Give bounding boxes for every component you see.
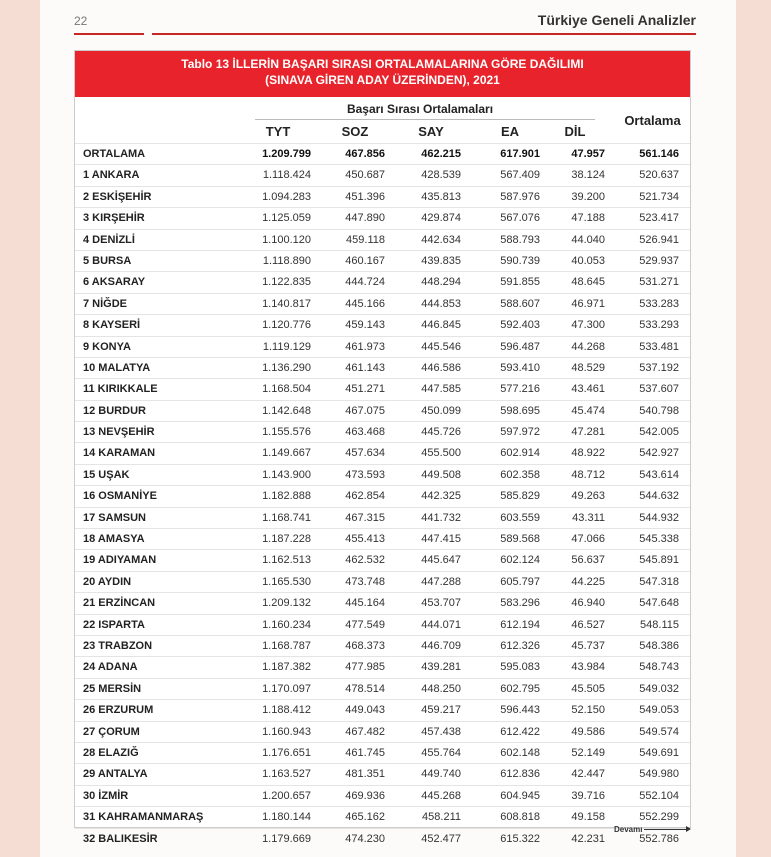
cell-ortalama: 548.115 (640, 618, 679, 631)
table-row (75, 164, 690, 185)
cell-ortalama: 561.146 (639, 148, 679, 160)
row-label: 30 İZMİR (83, 789, 129, 802)
cell-say: 462.215 (421, 148, 461, 160)
cell-tyt: 1.120.776 (262, 319, 311, 332)
table-row (75, 357, 690, 378)
cell-ea: 612.836 (500, 768, 540, 781)
cell-tyt: 1.149.667 (262, 447, 311, 460)
cell-say: 449.508 (421, 468, 461, 481)
cell-ea: 603.559 (500, 511, 540, 524)
table-row (75, 614, 690, 635)
cell-ortalama: 549.691 (639, 746, 679, 759)
cell-dil: 49.586 (571, 725, 605, 738)
cell-tyt: 1.163.527 (262, 768, 311, 781)
row-label: 31 KAHRAMANMARAŞ (83, 811, 204, 824)
cell-ortalama: 552.299 (639, 811, 679, 824)
cell-tyt: 1.168.787 (262, 639, 311, 652)
cell-dil: 47.188 (571, 212, 605, 225)
cell-say: 445.726 (421, 426, 461, 439)
cell-say: 447.288 (421, 575, 461, 588)
group-header-rule (255, 119, 595, 120)
cell-ortalama: 548.743 (639, 661, 679, 674)
row-label: 6 AKSARAY (83, 276, 146, 289)
cell-ea: 602.358 (500, 468, 540, 481)
row-label: 27 ÇORUM (83, 725, 140, 738)
cell-say: 459.217 (421, 704, 461, 717)
cell-dil: 46.940 (571, 597, 605, 610)
cell-ortalama: 549.032 (639, 682, 679, 695)
row-label: 17 SAMSUN (83, 511, 146, 524)
cell-dil: 52.150 (571, 704, 605, 717)
cell-ortalama: 552.104 (639, 789, 679, 802)
group-header-label: Başarı Sırası Ortalamaları (346, 102, 494, 116)
cell-ea: 595.083 (500, 661, 540, 674)
cell-ea: 585.829 (500, 490, 540, 503)
cell-soz: 463.468 (345, 426, 385, 439)
cell-tyt: 1.188.412 (262, 704, 311, 717)
cell-soz: 473.748 (345, 575, 385, 588)
cell-tyt: 1.179.669 (262, 832, 311, 845)
table-row (75, 528, 690, 549)
row-label: 9 KONYA (83, 340, 131, 353)
cell-soz: 467.482 (345, 725, 385, 738)
cell-soz: 462.854 (345, 490, 385, 503)
cell-ortalama: 523.417 (639, 212, 679, 225)
table-row (75, 442, 690, 463)
cell-dil: 44.040 (571, 233, 605, 246)
row-label: 21 ERZİNCAN (83, 597, 156, 610)
row-label: 32 BALIKESİR (83, 832, 158, 845)
cell-ea: 604.945 (500, 789, 540, 802)
cell-ea: 593.410 (500, 361, 540, 374)
cell-dil: 39.716 (571, 789, 605, 802)
table-row (75, 293, 690, 314)
cell-say: 441.732 (421, 511, 461, 524)
cell-say: 446.845 (421, 319, 461, 332)
table-row (75, 742, 690, 763)
table-row (75, 763, 690, 784)
cell-soz: 462.532 (345, 554, 385, 567)
cell-ortalama: 533.283 (639, 297, 679, 310)
cell-ea: 588.793 (500, 233, 540, 246)
row-label: 22 ISPARTA (83, 618, 145, 631)
cell-ea: 597.972 (500, 426, 540, 439)
column-header-say: SAY (418, 124, 444, 139)
cell-tyt: 1.118.424 (262, 169, 311, 182)
cell-dil: 47.300 (571, 319, 605, 332)
cell-tyt: 1.118.890 (262, 254, 311, 267)
cell-soz: 450.687 (345, 169, 385, 182)
table-body (75, 143, 690, 849)
cell-ea: 602.914 (500, 447, 540, 460)
cell-tyt: 1.136.290 (262, 361, 311, 374)
cell-tyt: 1.187.382 (262, 661, 311, 674)
cell-soz: 451.396 (345, 190, 385, 203)
header-rule (152, 33, 696, 35)
cell-dil: 49.158 (571, 811, 605, 824)
cell-ea: 588.607 (500, 297, 540, 310)
cell-say: 455.764 (421, 746, 461, 759)
cell-say: 448.294 (421, 276, 461, 289)
cell-say: 439.835 (421, 254, 461, 267)
cell-say: 442.634 (421, 233, 461, 246)
cell-dil: 45.474 (571, 404, 605, 417)
row-label: 5 BURSA (83, 254, 132, 267)
cell-ea: 589.568 (500, 533, 540, 546)
cell-say: 453.707 (421, 597, 461, 610)
row-label: 12 BURDUR (83, 404, 146, 417)
cell-soz: 477.549 (345, 618, 385, 631)
cell-dil: 43.311 (572, 511, 605, 524)
table-row (75, 421, 690, 442)
cell-soz: 445.166 (345, 297, 385, 310)
cell-tyt: 1.182.888 (262, 490, 311, 503)
table-row (75, 592, 690, 613)
column-header-tyt: TYT (265, 124, 291, 139)
cell-dil: 47.957 (571, 148, 605, 160)
cell-ea: 602.795 (500, 682, 540, 695)
cell-ea: 602.124 (500, 554, 540, 567)
cell-ortalama: 543.614 (639, 468, 679, 481)
cell-dil: 48.712 (571, 468, 605, 481)
table-row (75, 378, 690, 399)
table-row (75, 571, 690, 592)
cell-soz: 459.143 (345, 319, 385, 332)
row-label: 2 ESKİŞEHİR (83, 190, 152, 203)
cell-say: 444.853 (421, 297, 461, 310)
cell-say: 445.546 (421, 340, 461, 353)
average-row (75, 143, 690, 164)
cell-tyt: 1.200.657 (262, 789, 311, 802)
cell-soz: 481.351 (345, 768, 385, 781)
table-row (75, 678, 690, 699)
header-rule (74, 33, 144, 35)
cell-dil: 48.529 (571, 361, 605, 374)
cell-soz: 467.075 (345, 404, 385, 417)
table-row (75, 250, 690, 271)
row-label: 15 UŞAK (83, 468, 130, 481)
cell-ortalama: 537.607 (639, 383, 679, 396)
cell-soz: 467.315 (345, 511, 385, 524)
cell-ortalama: 537.192 (639, 361, 679, 374)
cell-tyt: 1.162.513 (262, 554, 311, 567)
cell-tyt: 1.100.120 (262, 233, 311, 246)
cell-ea: 591.855 (500, 276, 540, 289)
table-row (75, 186, 690, 207)
table-row (75, 549, 690, 570)
table-row (75, 699, 690, 720)
table-row (75, 271, 690, 292)
cell-ortalama: 552.786 (639, 832, 679, 845)
cell-ortalama: 549.053 (639, 704, 679, 717)
cell-tyt: 1.168.741 (262, 511, 311, 524)
cell-soz: 478.514 (345, 682, 385, 695)
cell-ea: 612.194 (500, 618, 540, 631)
cell-say: 435.813 (421, 190, 461, 203)
row-label: 18 AMASYA (83, 533, 145, 546)
cell-dil: 44.268 (571, 340, 605, 353)
cell-dil: 39.200 (571, 190, 605, 203)
cell-dil: 42.231 (571, 832, 605, 845)
table-row (75, 464, 690, 485)
cell-tyt: 1.209.799 (262, 148, 311, 160)
cell-dil: 47.066 (571, 533, 605, 546)
cell-dil: 46.971 (571, 297, 605, 310)
cell-ortalama: 548.386 (639, 639, 679, 652)
table-row (75, 507, 690, 528)
cell-tyt: 1.122.835 (262, 276, 311, 289)
cell-say: 450.099 (421, 404, 461, 417)
cell-ea: 612.422 (500, 725, 540, 738)
cell-ea: 583.296 (500, 597, 540, 610)
cell-say: 428.539 (421, 169, 461, 182)
row-label: 14 KARAMAN (83, 447, 156, 460)
row-label: 8 KAYSERİ (83, 319, 141, 332)
cell-ortalama: 533.293 (639, 319, 679, 332)
cell-soz: 457.634 (345, 447, 385, 460)
cell-say: 439.281 (421, 661, 461, 674)
cell-say: 455.500 (421, 447, 461, 460)
cell-tyt: 1.160.943 (262, 725, 311, 738)
cell-dil: 48.645 (571, 276, 605, 289)
cell-tyt: 1.119.129 (262, 340, 311, 353)
cell-dil: 47.281 (571, 426, 605, 439)
cell-dil: 48.922 (571, 447, 605, 460)
cell-ortalama: 544.932 (639, 511, 679, 524)
cell-say: 448.250 (421, 682, 461, 695)
cell-soz: 447.890 (345, 212, 385, 225)
cell-ea: 590.739 (500, 254, 540, 267)
cell-ea: 605.797 (500, 575, 540, 588)
cell-say: 444.071 (421, 618, 461, 631)
row-label: 11 KIRIKKALE (83, 383, 158, 396)
cell-tyt: 1.170.097 (262, 682, 311, 695)
table-row (75, 207, 690, 228)
row-label: 7 NİĞDE (83, 297, 128, 310)
cell-tyt: 1.176.651 (262, 746, 311, 759)
cell-soz: 467.856 (345, 148, 385, 160)
cell-dil: 38.124 (571, 169, 605, 182)
cell-ea: 612.326 (500, 639, 540, 652)
cell-say: 445.647 (421, 554, 461, 567)
row-label: 28 ELAZIĞ (83, 746, 139, 759)
cell-dil: 43.461 (571, 383, 605, 396)
cell-ortalama: 533.481 (639, 340, 679, 353)
cell-say: 458.211 (422, 811, 461, 824)
cell-dil: 40.053 (571, 254, 605, 267)
column-header-dil: DİL (564, 124, 586, 139)
page-number: 22 (74, 14, 88, 28)
cell-dil: 56.637 (571, 554, 605, 567)
cell-ortalama: 545.338 (639, 533, 679, 546)
cell-soz: 473.593 (345, 468, 385, 481)
cell-dil: 46.527 (571, 618, 605, 631)
cell-ortalama: 547.318 (639, 575, 679, 588)
cell-say: 446.586 (421, 361, 461, 374)
row-label: ORTALAMA (83, 148, 146, 160)
cell-dil: 45.505 (571, 682, 605, 695)
section-title: Türkiye Geneli Analizler (537, 12, 696, 28)
table-row (75, 721, 690, 742)
cell-tyt: 1.209.132 (262, 597, 311, 610)
cell-ortalama: 526.941 (639, 233, 679, 246)
cell-ea: 598.695 (500, 404, 540, 417)
cell-ortalama: 542.005 (639, 426, 679, 439)
cell-ea: 596.487 (500, 340, 540, 353)
cell-tyt: 1.180.144 (262, 811, 311, 824)
table-row (75, 828, 690, 849)
cell-tyt: 1.142.648 (262, 404, 311, 417)
cell-ea: 602.148 (500, 746, 540, 759)
cell-dil: 42.447 (571, 768, 605, 781)
row-label: 16 OSMANİYE (83, 490, 157, 503)
cell-tyt: 1.143.900 (262, 468, 311, 481)
cell-say: 446.709 (421, 639, 461, 652)
cell-dil: 45.737 (571, 639, 605, 652)
cell-tyt: 1.168.504 (262, 383, 311, 396)
table-row (75, 229, 690, 250)
table-row (75, 485, 690, 506)
cell-ea: 577.216 (500, 383, 540, 396)
row-label: 20 AYDIN (83, 575, 132, 588)
cell-dil: 49.263 (571, 490, 605, 503)
row-label: 10 MALATYA (83, 361, 151, 374)
cell-ortalama: 520.637 (639, 169, 679, 182)
cell-soz: 449.043 (345, 704, 385, 717)
cell-soz: 461.745 (345, 746, 385, 759)
group-header (75, 97, 690, 128)
cell-soz: 474.230 (345, 832, 385, 845)
row-label: 25 MERSİN (83, 682, 142, 695)
column-header-ea: EA (500, 124, 520, 139)
cell-ea: 567.076 (500, 212, 540, 225)
cell-tyt: 1.125.059 (262, 212, 311, 225)
table-title-line1: Tablo 13 İLLERİN BAŞARI SIRASI ORTALAMALARINA GÖRE DAĞILIMI (181, 57, 584, 71)
column-headers (75, 121, 690, 143)
cell-ortalama: 547.648 (639, 597, 679, 610)
cell-soz: 469.936 (345, 789, 385, 802)
cell-ortalama: 542.927 (639, 447, 679, 460)
continue-arrow-icon (644, 829, 688, 830)
cell-tyt: 1.165.530 (262, 575, 311, 588)
cell-say: 445.268 (421, 789, 461, 802)
cell-ortalama: 544.632 (639, 490, 679, 503)
cell-ortalama: 545.891 (639, 554, 679, 567)
row-label: 29 ANTALYA (83, 768, 148, 781)
column-header-soz: SOZ (341, 124, 369, 139)
cell-say: 449.740 (421, 768, 461, 781)
row-label: 23 TRABZON (83, 639, 153, 652)
row-label: 19 ADIYAMAN (83, 554, 157, 567)
cell-dil: 52.149 (571, 746, 605, 759)
row-label: 4 DENİZLİ (83, 233, 135, 246)
cell-soz: 465.162 (345, 811, 385, 824)
table-row (75, 336, 690, 357)
cell-soz: 477.985 (345, 661, 385, 674)
row-label: 13 NEVŞEHİR (83, 426, 155, 439)
row-label: 3 KIRŞEHİR (83, 212, 145, 225)
cell-ea: 567.409 (500, 169, 540, 182)
cell-dil: 43.984 (571, 661, 605, 674)
continue-label: Devamı (614, 825, 643, 834)
cell-ortalama: 549.980 (639, 768, 679, 781)
cell-ea: 615.322 (500, 832, 540, 845)
document-page (40, 0, 736, 857)
cell-say: 457.438 (421, 725, 461, 738)
table-title-banner (75, 51, 690, 97)
cell-soz: 455.413 (345, 533, 385, 546)
cell-say: 442.325 (421, 490, 461, 503)
table-row (75, 400, 690, 421)
cell-ortalama: 531.271 (639, 276, 679, 289)
cell-tyt: 1.094.283 (262, 190, 311, 203)
row-label: 24 ADANA (83, 661, 138, 674)
continue-arrow-head-icon (686, 826, 691, 832)
cell-tyt: 1.155.576 (262, 426, 311, 439)
cell-ortalama: 529.937 (639, 254, 679, 267)
table-row (75, 656, 690, 677)
cell-soz: 461.143 (345, 361, 385, 374)
cell-soz: 460.167 (345, 254, 385, 267)
cell-tyt: 1.160.234 (262, 618, 311, 631)
cell-ortalama: 540.798 (639, 404, 679, 417)
cell-soz: 444.724 (345, 276, 385, 289)
cell-say: 429.874 (421, 212, 461, 225)
cell-ea: 592.403 (500, 319, 540, 332)
table-row (75, 635, 690, 656)
cell-say: 452.477 (421, 832, 461, 845)
cell-ea: 608.818 (500, 811, 540, 824)
cell-dil: 44.225 (571, 575, 605, 588)
cell-soz: 468.373 (345, 639, 385, 652)
cell-tyt: 1.187.228 (262, 533, 311, 546)
table-row (75, 314, 690, 335)
table-title-line2: (SINAVA GİREN ADAY ÜZERİNDEN), 2021 (265, 73, 500, 87)
table-row (75, 806, 690, 827)
cell-say: 447.585 (421, 383, 461, 396)
column-header-ortalama: Ortalama (624, 113, 681, 128)
row-label: 26 ERZURUM (83, 704, 154, 717)
cell-ea: 587.976 (500, 190, 540, 203)
cell-say: 447.415 (421, 533, 461, 546)
table-row (75, 785, 690, 806)
cell-ortalama: 549.574 (639, 725, 679, 738)
cell-tyt: 1.140.817 (262, 297, 311, 310)
cell-soz: 459.118 (346, 233, 385, 246)
row-label: 1 ANKARA (83, 169, 140, 182)
cell-soz: 451.271 (345, 383, 385, 396)
cell-soz: 461.973 (345, 340, 385, 353)
cell-ea: 617.901 (500, 148, 540, 160)
cell-ortalama: 521.734 (639, 190, 679, 203)
cell-ea: 596.443 (500, 704, 540, 717)
cell-soz: 445.164 (345, 597, 385, 610)
